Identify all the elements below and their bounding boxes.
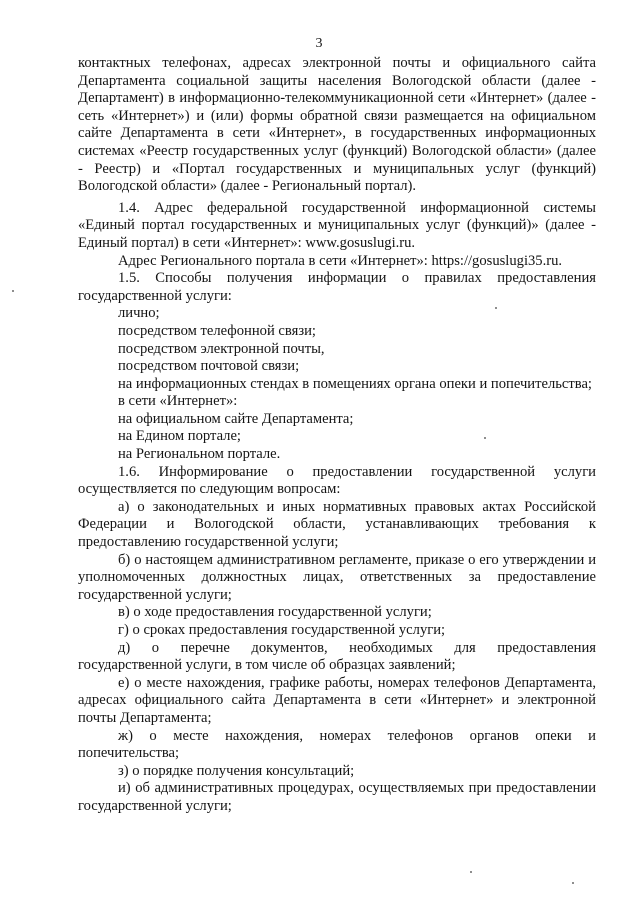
paragraph-contacts-continued: контактных телефонах, адресах электронной почты и официального сайта Департамента социальной защиты населения Вологодской области (далее - Департамент) в информационно-телекоммуникационной сети «Интернет» (далее - сеть «Интернет») и (или) формы обратной связи размещается на официальном сайте Департамента в сети «Интернет», в государственных информационных системах «Реестр государственных услуг (функций) Вологодской области» (далее - Реестр) и «Портал государственных и муниципальных услуг (функций) Вологодской области» (далее - Региональный портал).: [78, 55, 596, 195]
list-item-internet: в сети «Интернет»:: [118, 393, 238, 410]
list-item-regional-portal: на Региональном портале.: [118, 446, 281, 463]
list-item-unified-portal: на Едином портале;: [118, 428, 241, 445]
paragraph-1-4: 1.4. Адрес федеральной государственной информационной системы «Единый портал государственных и муниципальных услуг (функций)» (далее - Единый портал) в сети «Интернет»: www.gosuslugi.ru.: [78, 199, 596, 251]
list-item-d: д) о перечне документов, необходимых для предоставления государственной услуги, в том числе об образцах заявлений;: [78, 639, 596, 674]
paragraph-1-6: 1.6. Информирование о предоставлении государственной услуги осуществляется по следующим вопросам:: [78, 463, 596, 498]
scan-speck: [470, 871, 472, 873]
list-item-postal: посредством почтовой связи;: [118, 358, 300, 375]
list-item-g: г) о сроках предоставления государственной услуги;: [118, 622, 446, 638]
list-item-official-site: на официальном сайте Департамента;: [118, 410, 354, 427]
list-item-e: е) о месте нахождения, графике работы, номерах телефонов Департамента, адресах официального сайта Департамента в сети «Интернет» и электронной почты Департамента;: [78, 674, 596, 726]
paragraph-regional-portal-address: Адрес Регионального портала в сети «Интернет»: https://gosuslugi35.ru.: [118, 252, 563, 269]
list-item-v: в) о ходе предоставления государственной услуги;: [118, 604, 432, 621]
list-item-i: и) об административных процедурах, осуществляемых при предоставлении государственной услуги;: [78, 780, 596, 814]
list-item-zh: ж) о месте нахождения, номерах телефонов органов опеки и попечительства;: [78, 727, 596, 762]
list-item-a: а) о законодательных и иных нормативных правовых актах Российской Федерации и Вологодской области, устанавливающих требования к предоставлению государственной услуги;: [78, 498, 596, 551]
list-item-stands: на информационных стендах в помещениях органа опеки и попечительства;: [118, 375, 592, 392]
list-item-in-person: лично;: [118, 305, 160, 322]
scan-speck: [484, 437, 486, 439]
scan-speck: [495, 307, 497, 309]
list-item-b: б) о настоящем административном регламенте, приказе о его утверждении и уполномоченных должностных лицах, ответственных за предоставление государственной услуги;: [78, 551, 596, 603]
scan-speck: [12, 290, 14, 292]
paragraph-1-5: 1.5. Способы получения информации о правилах предоставления государственной услуги:: [78, 270, 596, 304]
list-item-email: посредством электронной почты,: [118, 340, 325, 357]
page-number: 3: [315, 36, 323, 51]
document-body: [78, 55, 596, 816]
list-item-telephone: посредством телефонной связи;: [118, 322, 316, 339]
list-item-z: з) о порядке получения консультаций;: [118, 762, 355, 779]
scan-speck: [572, 882, 574, 884]
